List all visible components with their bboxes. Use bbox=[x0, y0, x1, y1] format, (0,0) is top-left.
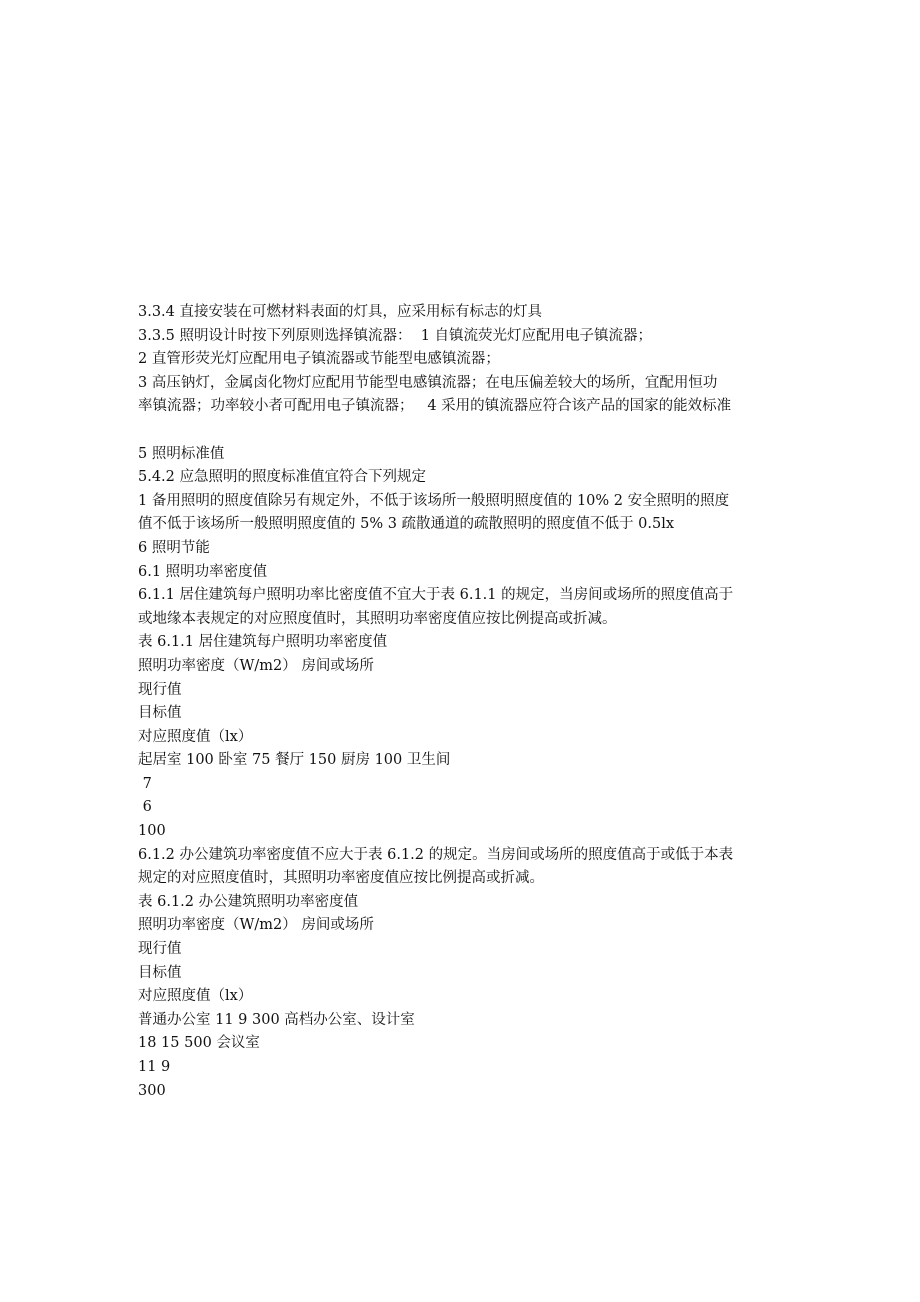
table-6-1-1-col-target: 目标值 bbox=[138, 705, 182, 722]
table-6-1-1-value: 6 bbox=[138, 799, 152, 816]
table-6-1-2-title: 表 6.1.2 办公建筑照明功率密度值 bbox=[138, 893, 359, 910]
table-6-1-2-col-target: 目标值 bbox=[138, 964, 182, 981]
table-6-1-1-header: 照明功率密度（W/m2） 房间或场所 bbox=[138, 657, 374, 674]
ballast-item-3: 3 高压钠灯，金属卤化物灯应配用节能型电感镇流器；在电压偏差较大的场所，宜配用恒功 bbox=[138, 374, 718, 391]
ballast-item-2: 2 直管形荧光灯应配用电子镇流器或节能型电感镇流器； bbox=[138, 351, 500, 368]
emergency-lighting-rule: 1 备用照明的照度值除另有规定外，不低于该场所一般照明照度值的 10% 2 安全照明的照度 bbox=[138, 492, 730, 509]
table-6-1-1-value: 100 bbox=[138, 823, 166, 840]
clause-6-1-2: 6.1.2 办公建筑功率密度值不应大于表 6.1.2 的规定。当房间或场所的照度值高于或低于本表 bbox=[138, 846, 734, 863]
clause-3-3-5: 3.3.5 照明设计时按下列原则选择镇流器： 1 自镇流荧光灯应配用电子镇流器； bbox=[138, 327, 653, 344]
section-6-1-heading: 6.1 照明功率密度值 bbox=[138, 563, 268, 580]
emergency-lighting-rule-cont: 值不低于该场所一般照明照度值的 5% 3 疏散通道的疏散照明的照度值不低于 0.5lx bbox=[138, 516, 675, 533]
table-6-1-1-col-current: 现行值 bbox=[138, 681, 182, 698]
table-6-1-2-header: 照明功率密度（W/m2） 房间或场所 bbox=[138, 917, 374, 934]
clause-3-3-4: 3.3.4 直接安装在可燃材料表面的灯具，应采用标有标志的灯具 bbox=[138, 304, 543, 320]
section-6-heading: 6 照明节能 bbox=[138, 539, 210, 556]
table-6-1-2-col-current: 现行值 bbox=[138, 941, 182, 958]
table-6-1-1-title: 表 6.1.1 居住建筑每户照明功率密度值 bbox=[138, 634, 388, 651]
ballast-item-3-cont: 率镇流器；功率较小者可配用电子镇流器； 4 采用的镇流器应符合该产品的国家的能效标准 bbox=[138, 398, 732, 415]
clause-5-4-2: 5.4.2 应急照明的照度标准值宜符合下列规定 bbox=[138, 469, 427, 486]
document-body bbox=[138, 301, 786, 1103]
clause-6-1-1: 6.1.1 居住建筑每户照明功率比密度值不宜大于表 6.1.1 的规定，当房间或场所的照度值高于 bbox=[138, 587, 734, 604]
clause-6-1-2-cont: 规定的对应照度值时，其照明功率密度值应按比例提高或折减。 bbox=[138, 870, 544, 887]
blank-line bbox=[138, 419, 786, 443]
table-6-1-1-rooms: 起居室 100 卧室 75 餐厅 150 厨房 100 卫生间 bbox=[138, 752, 451, 769]
clause-6-1-1-cont: 或地缘本表规定的对应照度值时，其照明功率密度值应按比例提高或折减。 bbox=[138, 610, 617, 627]
table-6-1-2-row: 18 15 500 会议室 bbox=[138, 1035, 260, 1052]
table-6-1-2-row: 11 9 bbox=[138, 1059, 171, 1075]
table-6-1-2-row: 普通办公室 11 9 300 高档办公室、设计室 bbox=[138, 1011, 415, 1028]
table-6-1-1-col-illuminance: 对应照度值（lx） bbox=[138, 728, 253, 745]
section-5-heading: 5 照明标准值 bbox=[138, 445, 225, 462]
table-6-1-2-col-illuminance: 对应照度值（lx） bbox=[138, 988, 253, 1005]
table-6-1-2-row: 300 bbox=[138, 1082, 166, 1099]
table-6-1-1-value: 7 bbox=[138, 775, 152, 792]
